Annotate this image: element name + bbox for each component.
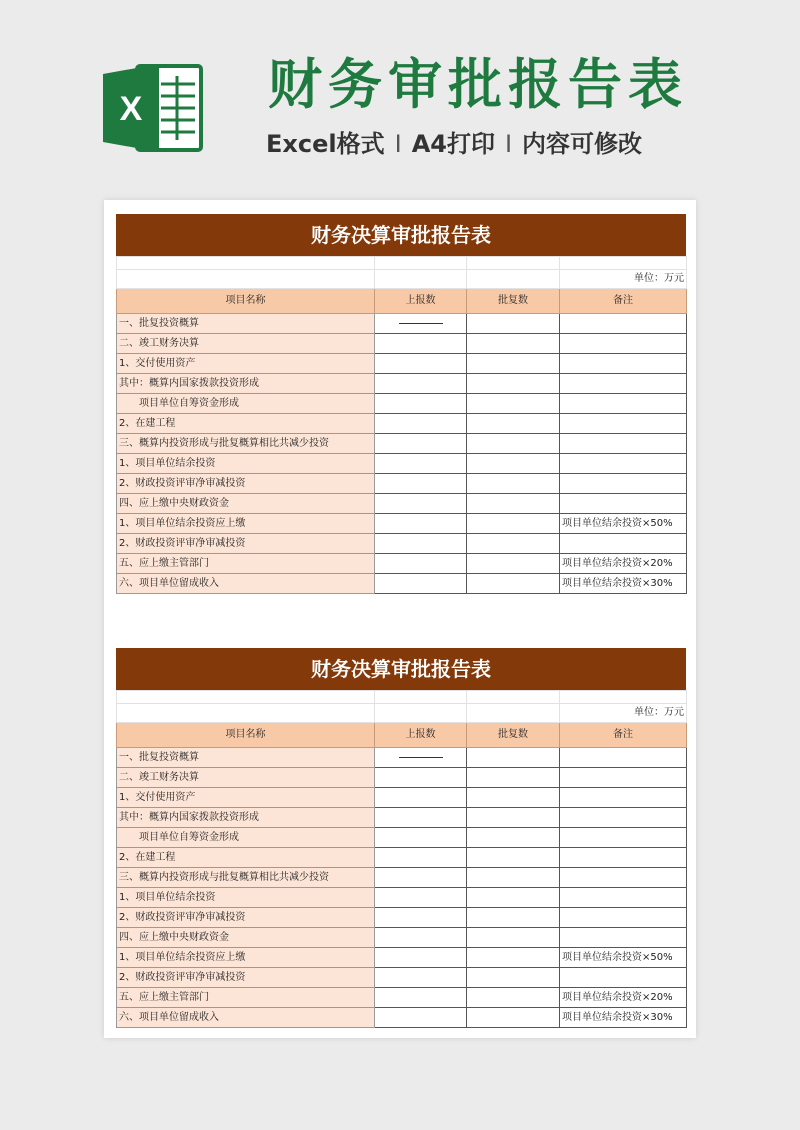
report-sheet bbox=[116, 214, 686, 594]
item-name-cell[interactable]: 六、项目单位留成收入 bbox=[117, 574, 375, 594]
table-row bbox=[117, 554, 687, 574]
table-row bbox=[117, 374, 687, 394]
item-name-cell[interactable]: 一、批复投资概算 bbox=[117, 314, 375, 334]
reported-amount-cell[interactable] bbox=[375, 888, 467, 908]
approved-amount-cell[interactable] bbox=[467, 788, 560, 808]
note-cell[interactable] bbox=[560, 394, 687, 414]
table-header-row bbox=[117, 289, 687, 314]
table-row bbox=[117, 1008, 687, 1028]
item-name-cell[interactable]: 2、财政投资评审净审减投资 bbox=[117, 474, 375, 494]
note-cell[interactable] bbox=[560, 534, 687, 554]
note-cell[interactable] bbox=[560, 868, 687, 888]
table-row bbox=[117, 908, 687, 928]
subtitle-separator: I bbox=[394, 130, 402, 158]
approved-amount-cell[interactable] bbox=[467, 414, 560, 434]
item-name-cell[interactable]: 其中：概算内国家拨款投资形成 bbox=[117, 808, 375, 828]
reported-amount-cell[interactable] bbox=[375, 494, 467, 514]
reported-amount-cell[interactable] bbox=[375, 354, 467, 374]
note-cell[interactable] bbox=[560, 828, 687, 848]
table-row bbox=[117, 354, 687, 374]
item-name-cell[interactable]: 1、交付使用资产 bbox=[117, 788, 375, 808]
note-cell[interactable]: 项目单位结余投资×20% bbox=[560, 988, 687, 1008]
note-cell[interactable] bbox=[560, 788, 687, 808]
table-header-row bbox=[117, 723, 687, 748]
reported-amount-cell[interactable] bbox=[375, 434, 467, 454]
item-name-cell[interactable]: 四、应上缴中央财政资金 bbox=[117, 928, 375, 948]
note-cell[interactable]: 项目单位结余投资×50% bbox=[560, 948, 687, 968]
reported-amount-cell[interactable] bbox=[375, 768, 467, 788]
approved-amount-cell[interactable] bbox=[467, 828, 560, 848]
blank-row bbox=[117, 691, 687, 704]
approved-amount-cell[interactable] bbox=[467, 534, 560, 554]
table-row bbox=[117, 788, 687, 808]
item-name-cell[interactable]: 一、批复投资概算 bbox=[117, 748, 375, 768]
item-name-cell[interactable]: 1、交付使用资产 bbox=[117, 354, 375, 374]
note-cell[interactable]: 项目单位结余投资×30% bbox=[560, 574, 687, 594]
note-cell[interactable] bbox=[560, 494, 687, 514]
item-name-cell[interactable]: 1、项目单位结余投资 bbox=[117, 888, 375, 908]
approved-amount-cell[interactable] bbox=[467, 314, 560, 334]
item-name-cell[interactable]: 2、在建工程 bbox=[117, 414, 375, 434]
item-name-cell[interactable]: 六、项目单位留成收入 bbox=[117, 1008, 375, 1028]
reported-amount-cell[interactable] bbox=[375, 474, 467, 494]
column-header: 上报数 bbox=[375, 723, 467, 748]
sheet-title: 财务决算审批报告表 bbox=[116, 214, 686, 256]
approved-amount-cell[interactable] bbox=[467, 514, 560, 534]
reported-amount-cell[interactable] bbox=[375, 394, 467, 414]
item-name-cell[interactable]: 1、项目单位结余投资 bbox=[117, 454, 375, 474]
reported-amount-cell[interactable] bbox=[375, 788, 467, 808]
table-row bbox=[117, 888, 687, 908]
reported-amount-cell[interactable] bbox=[375, 374, 467, 394]
approved-amount-cell[interactable] bbox=[467, 394, 560, 414]
item-name-cell[interactable]: 三、概算内投资形成与批复概算相比共减少投资 bbox=[117, 868, 375, 888]
approved-amount-cell[interactable] bbox=[467, 1008, 560, 1028]
approved-amount-cell[interactable] bbox=[467, 968, 560, 988]
note-cell[interactable] bbox=[560, 848, 687, 868]
unit-row bbox=[117, 270, 687, 289]
reported-amount-cell[interactable] bbox=[375, 908, 467, 928]
subtitle-format: Excel格式 bbox=[266, 130, 385, 158]
note-cell[interactable] bbox=[560, 374, 687, 394]
item-name-cell[interactable]: 二、竣工财务决算 bbox=[117, 334, 375, 354]
unit-label: 单位：万元 bbox=[560, 270, 687, 289]
reported-amount-cell[interactable] bbox=[375, 414, 467, 434]
item-name-cell[interactable]: 1、项目单位结余投资应上缴 bbox=[117, 948, 375, 968]
reported-amount-cell[interactable] bbox=[375, 848, 467, 868]
approved-amount-cell[interactable] bbox=[467, 808, 560, 828]
note-cell[interactable] bbox=[560, 434, 687, 454]
table-row bbox=[117, 828, 687, 848]
approved-amount-cell[interactable] bbox=[467, 748, 560, 768]
approved-amount-cell[interactable] bbox=[467, 474, 560, 494]
reported-amount-cell[interactable] bbox=[375, 948, 467, 968]
table-row bbox=[117, 314, 687, 334]
approved-amount-cell[interactable] bbox=[467, 374, 560, 394]
note-cell[interactable] bbox=[560, 808, 687, 828]
note-cell[interactable] bbox=[560, 908, 687, 928]
item-name-cell[interactable]: 项目单位自筹资金形成 bbox=[117, 828, 375, 848]
reported-amount-cell[interactable] bbox=[375, 554, 467, 574]
dash-line bbox=[399, 323, 443, 324]
table-row bbox=[117, 514, 687, 534]
approved-amount-cell[interactable] bbox=[467, 574, 560, 594]
approved-amount-cell[interactable] bbox=[467, 868, 560, 888]
column-header: 项目名称 bbox=[117, 289, 375, 314]
approved-amount-cell[interactable] bbox=[467, 848, 560, 868]
item-name-cell[interactable]: 2、财政投资评审净审减投资 bbox=[117, 534, 375, 554]
dash-line bbox=[399, 757, 443, 758]
table-row bbox=[117, 868, 687, 888]
approved-amount-cell[interactable] bbox=[467, 554, 560, 574]
item-name-cell[interactable]: 2、在建工程 bbox=[117, 848, 375, 868]
report-table bbox=[116, 690, 687, 1028]
report-table bbox=[116, 256, 687, 594]
approved-amount-cell[interactable] bbox=[467, 354, 560, 374]
subtitle-print: A4打印 bbox=[411, 130, 495, 158]
note-cell[interactable] bbox=[560, 314, 687, 334]
approved-amount-cell[interactable] bbox=[467, 768, 560, 788]
item-name-cell[interactable]: 1、项目单位结余投资应上缴 bbox=[117, 514, 375, 534]
item-name-cell[interactable]: 2、财政投资评审净审减投资 bbox=[117, 908, 375, 928]
reported-amount-cell[interactable] bbox=[375, 868, 467, 888]
sheet-title: 财务决算审批报告表 bbox=[116, 648, 686, 690]
approved-amount-cell[interactable] bbox=[467, 434, 560, 454]
approved-amount-cell[interactable] bbox=[467, 334, 560, 354]
reported-amount-cell[interactable] bbox=[375, 928, 467, 948]
item-name-cell[interactable]: 项目单位自筹资金形成 bbox=[117, 394, 375, 414]
page-subtitle bbox=[266, 126, 642, 162]
table-row bbox=[117, 414, 687, 434]
approved-amount-cell[interactable] bbox=[467, 888, 560, 908]
approved-amount-cell[interactable] bbox=[467, 454, 560, 474]
reported-amount-cell[interactable] bbox=[375, 828, 467, 848]
approved-amount-cell[interactable] bbox=[467, 988, 560, 1008]
page-title: 财务审批报告表 bbox=[268, 53, 688, 116]
approved-amount-cell[interactable] bbox=[467, 928, 560, 948]
reported-amount-cell[interactable] bbox=[375, 454, 467, 474]
note-cell[interactable]: 项目单位结余投资×30% bbox=[560, 1008, 687, 1028]
note-cell[interactable] bbox=[560, 474, 687, 494]
column-header: 上报数 bbox=[375, 289, 467, 314]
subtitle-editable: 内容可修改 bbox=[522, 130, 643, 158]
table-row bbox=[117, 494, 687, 514]
column-header: 批复数 bbox=[467, 723, 560, 748]
table-row bbox=[117, 768, 687, 788]
blank-row bbox=[117, 257, 687, 270]
column-header: 批复数 bbox=[467, 289, 560, 314]
item-name-cell[interactable]: 2、财政投资评审净审减投资 bbox=[117, 968, 375, 988]
column-header: 项目名称 bbox=[117, 723, 375, 748]
reported-amount-cell[interactable] bbox=[375, 988, 467, 1008]
table-row bbox=[117, 928, 687, 948]
note-cell[interactable] bbox=[560, 968, 687, 988]
unit-label: 单位：万元 bbox=[560, 704, 687, 723]
report-sheet bbox=[116, 648, 686, 1028]
approved-amount-cell[interactable] bbox=[467, 948, 560, 968]
subtitle-separator: I bbox=[504, 130, 513, 158]
reported-amount-cell[interactable] bbox=[375, 314, 467, 334]
table-row bbox=[117, 394, 687, 414]
table-row bbox=[117, 968, 687, 988]
table-row bbox=[117, 748, 687, 768]
table-row bbox=[117, 454, 687, 474]
unit-row bbox=[117, 704, 687, 723]
note-cell[interactable] bbox=[560, 768, 687, 788]
reported-amount-cell[interactable] bbox=[375, 748, 467, 768]
table-row bbox=[117, 848, 687, 868]
note-cell[interactable]: 项目单位结余投资×20% bbox=[560, 554, 687, 574]
column-header: 备注 bbox=[560, 289, 687, 314]
excel-logo-icon bbox=[103, 62, 203, 154]
item-name-cell[interactable]: 三、概算内投资形成与批复概算相比共减少投资 bbox=[117, 434, 375, 454]
document-preview bbox=[104, 200, 696, 1038]
reported-amount-cell[interactable] bbox=[375, 1008, 467, 1028]
item-name-cell[interactable]: 四、应上缴中央财政资金 bbox=[117, 494, 375, 514]
table-row bbox=[117, 808, 687, 828]
reported-amount-cell[interactable] bbox=[375, 574, 467, 594]
note-cell[interactable] bbox=[560, 334, 687, 354]
table-row bbox=[117, 474, 687, 494]
table-row bbox=[117, 434, 687, 454]
reported-amount-cell[interactable] bbox=[375, 968, 467, 988]
column-header: 备注 bbox=[560, 723, 687, 748]
item-name-cell[interactable]: 二、竣工财务决算 bbox=[117, 768, 375, 788]
note-cell[interactable] bbox=[560, 928, 687, 948]
table-row bbox=[117, 574, 687, 594]
note-cell[interactable] bbox=[560, 888, 687, 908]
excel-logo-letter: X bbox=[119, 90, 143, 128]
item-name-cell[interactable]: 五、应上缴主管部门 bbox=[117, 554, 375, 574]
reported-amount-cell[interactable] bbox=[375, 514, 467, 534]
reported-amount-cell[interactable] bbox=[375, 334, 467, 354]
approved-amount-cell[interactable] bbox=[467, 908, 560, 928]
note-cell[interactable] bbox=[560, 354, 687, 374]
note-cell[interactable] bbox=[560, 748, 687, 768]
table-row bbox=[117, 948, 687, 968]
item-name-cell[interactable]: 其中：概算内国家拨款投资形成 bbox=[117, 374, 375, 394]
table-row bbox=[117, 988, 687, 1008]
table-row bbox=[117, 534, 687, 554]
note-cell[interactable]: 项目单位结余投资×50% bbox=[560, 514, 687, 534]
reported-amount-cell[interactable] bbox=[375, 808, 467, 828]
note-cell[interactable] bbox=[560, 414, 687, 434]
approved-amount-cell[interactable] bbox=[467, 494, 560, 514]
reported-amount-cell[interactable] bbox=[375, 534, 467, 554]
note-cell[interactable] bbox=[560, 454, 687, 474]
table-row bbox=[117, 334, 687, 354]
item-name-cell[interactable]: 五、应上缴主管部门 bbox=[117, 988, 375, 1008]
